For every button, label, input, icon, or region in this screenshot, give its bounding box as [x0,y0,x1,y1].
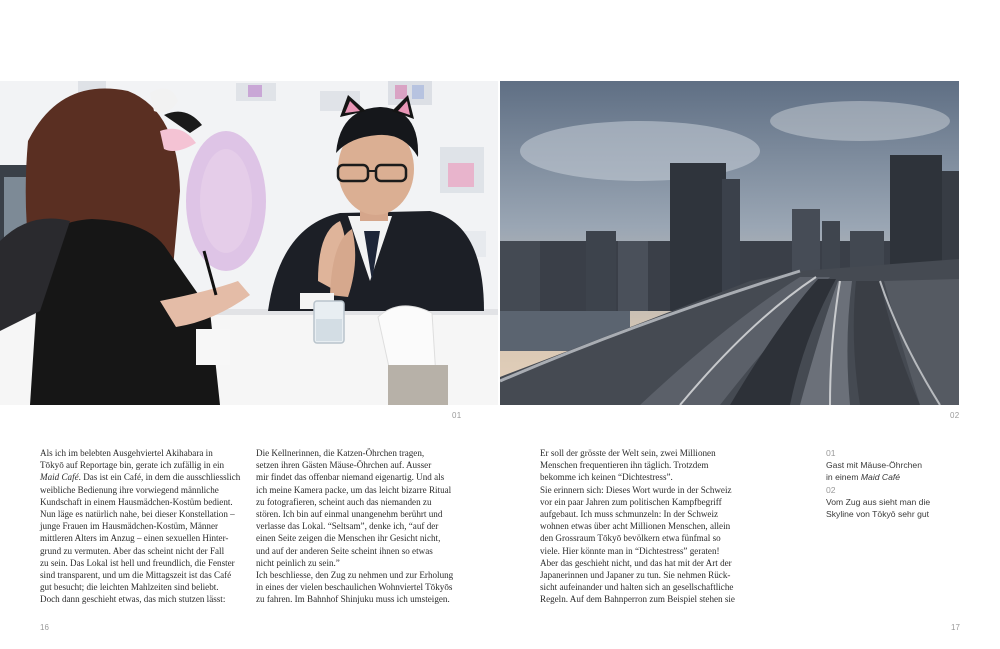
text-line: aufgebaut. Ich muss schmunzeln: In der Schweiz [540,509,719,520]
figure-number-2: 02 [950,411,960,420]
text-line: verlasse das Lokal. “Seltsam”, denke ich, “auf der [256,521,439,532]
page-number-left: 16 [40,623,49,632]
page-number-right: 17 [951,623,960,632]
photo-maid-cafe-image [0,81,498,405]
text-line: vor ein paar Jahren zum politischen Kampfbegriff [540,496,722,507]
text-line: einen Seite zeigen die Menschen ihr Gesicht nicht, [256,533,441,544]
text-line: Japanerinnen und Japaner zu tun. Sie nehmen Rück- [540,570,731,581]
text-line: Tōkyō auf Reportage bin, gerate ich zufällig in ein [40,460,225,471]
text-line: Die Kellnerinnen, die Katzen-Öhrchen tragen, [256,448,425,458]
text-line: mittleren Alters im Anzug – einen sexuellen Hinter- [40,533,229,544]
text-column-2 [256,447,466,606]
photo-tokyo-skyline-image [500,81,959,405]
text-line: Doch dann geschieht etwas, das mich stutzen lässt: [40,594,226,605]
text-line: Aber das geschieht nicht, und das hat mit der Art der [540,557,732,568]
text-line: Ich beschliesse, den Zug zu nehmen und zur Erholung [256,570,454,581]
text-line: wohnen etwas über acht Millionen Menschen, allein [540,521,731,532]
text-line: sind transparent, und um die Mittagszeit ist das Café [40,570,232,581]
figure-number-1: 01 [452,411,462,420]
text-line: Sie erinnern sich: Dieses Wort wurde in der Schweiz [540,484,732,495]
text-line: Nun läge es natürlich nahe, bei dieser Konstellation – [40,509,235,520]
text-line: zu fahren. Im Bahnhof Shinjuku muss ich umsteigen. [256,594,450,605]
text-line: junge Frauen im Hausmädchen-Kostüm, Männer [40,521,219,532]
text-line: den Grossraum Tōkyō bevölkern etwa fünfmal so [540,533,721,544]
text-line: Kundschaft in einem Hausmädchen-Kostüm bedient. [40,496,233,507]
text-line: Maid Café. Das ist ein Café, in dem die ausschliesslich [40,472,241,483]
text-line: weibliche Bedienung ihre vorwiegend männliche [40,484,219,495]
text-line: zu sein. Das Lokal ist hell und freundlich, die Fenster [40,557,235,568]
text-line: Regeln. Auf dem Bahnperron zum Beispiel stehen sie [540,594,735,605]
text-line: zu fotografieren, scheint auch das niemanden zu [256,496,432,507]
photo-maid-cafe [0,81,498,405]
text-column-1 [40,447,240,606]
text-line: und auf der anderen Seite scheint ihnen so etwas [256,545,433,556]
caption-number-1: 01 [826,448,836,458]
text-line: gut besucht; die leichten Mahlzeiten sind beliebt. [40,582,219,593]
text-line: Menschen frequentieren ihn täglich. Trotzdem [540,460,709,471]
text-line: nicht peinlich zu sein.” [256,557,340,568]
caption-line: Skyline von Tōkyō sehr gut [826,509,930,520]
text-line: viele. Hier könnte man in “Dichtestress” geraten! [540,545,720,556]
caption-line: in einem Maid Café [826,472,901,483]
text-line: sicht aufeinander und halten sich an gesellschaftliche [540,582,734,593]
text-line: Er soll der grösste der Welt sein, zwei Millionen [540,448,716,458]
text-line: setzen ihren Gästen Mäuse-Öhrchen auf. Ausser [256,460,432,471]
photo-tokyo-skyline [500,81,959,405]
text-line: mir findet das offenbar niemand eigenartig. Und als [256,472,445,483]
text-column-3 [540,447,750,606]
text-line: stören. Ich bin auf einmal unangenehm berührt und [256,509,443,520]
caption-line: Gast mit Mäuse-Öhrchen [826,460,922,471]
text-line: grund zu vermuten. Aber das scheint nicht der Fall [40,545,225,556]
text-line: bekomme ich keinen “Dichtestress”. [540,472,673,483]
text-line: ich meine Kamera packe, um das leicht bizarre Ritual [256,484,452,495]
caption-number-2: 02 [826,484,836,495]
text-line: in eines der vielen beschaulichen Wohnviertel Tōkyōs [256,582,453,593]
caption-line: Vom Zug aus sieht man die [826,496,931,507]
captions-block [826,447,966,520]
text-line: Als ich im belebten Ausgehviertel Akihabara in [40,448,213,458]
